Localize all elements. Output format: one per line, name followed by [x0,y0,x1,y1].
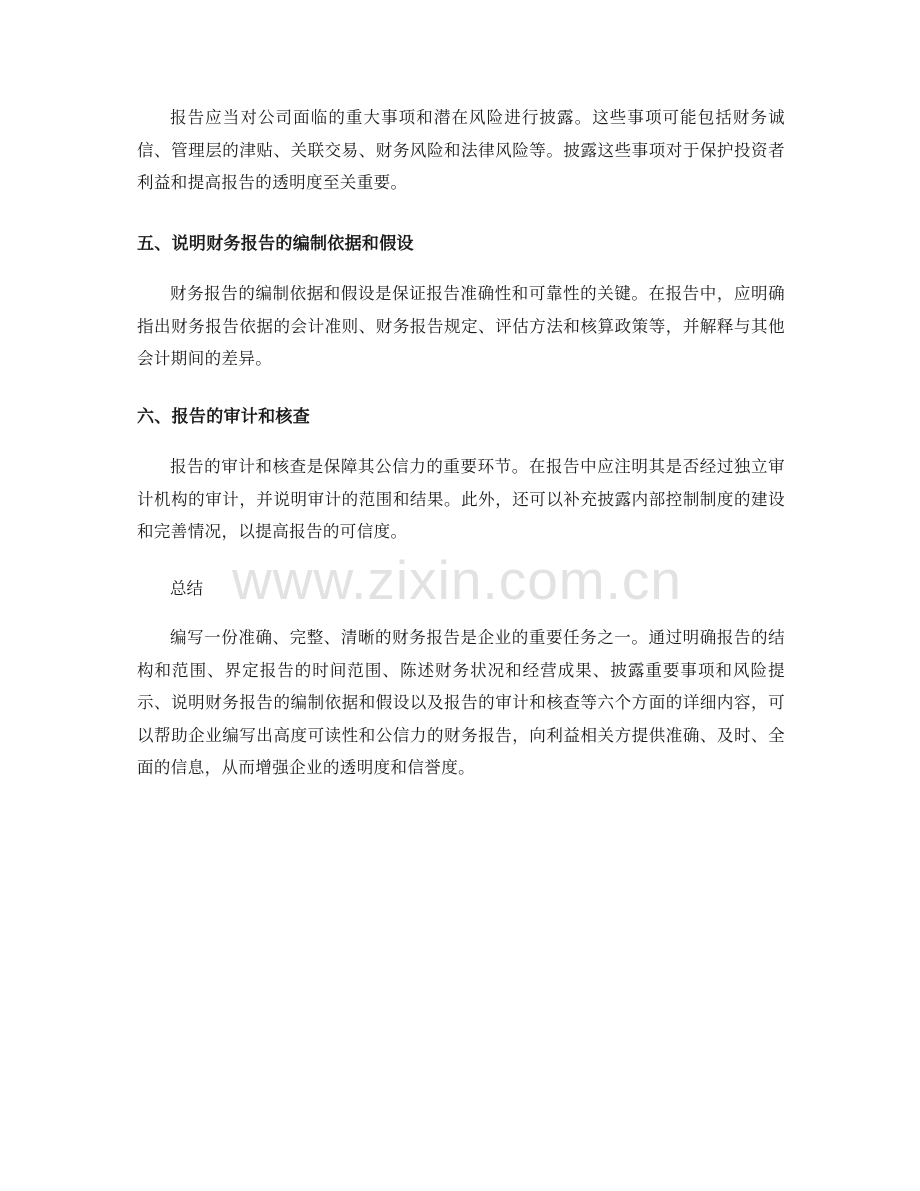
section-5-heading: 五、说明财务报告的编制依据和假设 [137,234,414,254]
summary-label: 总结 [170,579,203,598]
watermark: www.zixin.com.cn [232,549,682,611]
section-6-heading: 六、报告的审计和核查 [137,407,310,427]
paragraph-disclosure: 报告应当对公司面临的重大事项和潜在风险进行披露。这些事项可能包括财务诚信、管理层的津贴、关联交易、财务风险和法律风险等。披露这些事项对于保护投资者利益和提高报告的透明度至关重要。 [137,108,785,192]
summary-paragraph: 编写一份准确、完整、清晰的财务报告是企业的重要任务之一。通过明确报告的结构和范围、界定报告的时间范围、陈述财务状况和经营成果、披露重要事项和风险提示、说明财务报告的编制依据和假设以及报告的审计和核查等六个方面的详细内容，可以帮助企业编写出高度可读性和公信力的财务报告，向利益相关方提供准确、及时、全面的信息，从而增强企业的透明度和信誉度。 [137,628,785,777]
section-5-paragraph: 财务报告的编制依据和假设是保证报告准确性和可靠性的关键。在报告中，应明确指出财务报告依据的会计准则、财务报告规定、评估方法和核算政策等，并解释与其他会计期间的差异。 [137,284,785,368]
section-6-paragraph: 报告的审计和核查是保障其公信力的重要环节。在报告中应注明其是否经过独立审计机构的审计，并说明审计的范围和结果。此外，还可以补充披露内部控制制度的建设和完善情况，以提高报告的可信度。 [137,457,785,541]
